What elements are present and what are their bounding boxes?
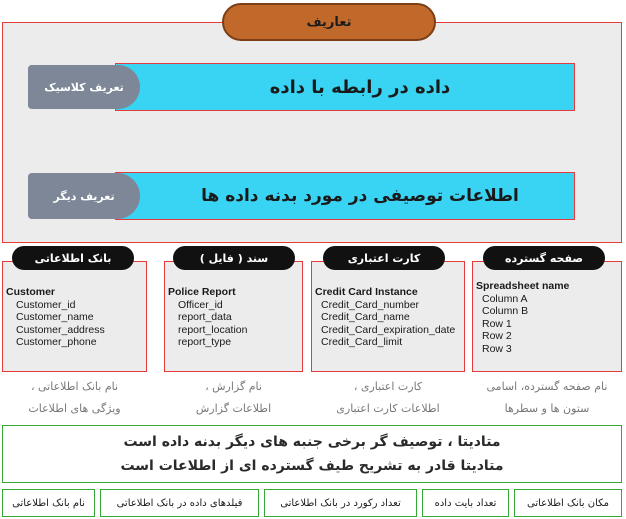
field-item: Credit_Card_number — [321, 298, 420, 311]
field-item: report_data — [178, 311, 232, 323]
desc-line: ویژگی های اطلاعات — [28, 402, 121, 415]
summary-line: متادیتا ، توصیف گر برخی جنبه های دیگر بدنه داده است — [123, 434, 501, 450]
classic-definition-label: تعریف کلاسیک — [28, 65, 140, 109]
card-spreadsheet-desc — [472, 376, 622, 420]
definitions-title: تعاریف — [222, 3, 436, 41]
entity-name: Customer — [6, 286, 56, 298]
other-definition-text: اطلاعات توصیفی در مورد بدنه داده ها — [115, 172, 575, 220]
desc-line: نام صفحه گسترده، اسامی — [486, 380, 608, 393]
entity-name: Credit Card Instance — [315, 286, 418, 298]
card-spreadsheet-body — [476, 280, 622, 355]
field-item: Row 1 — [482, 317, 512, 330]
card-spreadsheet-header: صفحه گسترده — [483, 246, 605, 270]
desc-line: ستون ها و سطرها — [504, 402, 590, 415]
card-credit-card-body — [315, 286, 465, 349]
card-credit-card-header: کارت اعتباری — [323, 246, 445, 270]
summary-box — [2, 425, 622, 483]
card-database-desc — [2, 376, 147, 420]
chip-database-name: نام بانک اطلاعاتی — [2, 489, 95, 517]
other-definition-label: تعریف دیگر — [28, 173, 140, 219]
card-database-header: بانک اطلاعاتی — [12, 246, 134, 270]
summary-line: متادیتا قادر به تشریح طیف گسترده ای از اطلاعات است — [120, 458, 504, 474]
field-item: Officer_id — [178, 298, 223, 311]
field-item: Row 2 — [482, 330, 512, 342]
card-document-body — [168, 286, 302, 349]
field-item: Customer_address — [16, 323, 105, 336]
field-item: Customer_phone — [16, 336, 97, 348]
entity-name: Police Report — [168, 286, 236, 298]
field-item: Column A — [482, 292, 528, 305]
chip-byte-count: تعداد بایت داده — [422, 489, 509, 517]
entity-name: Spreadsheet name — [476, 280, 570, 292]
chip-database-location: مکان بانک اطلاعاتی — [514, 489, 622, 517]
chip-data-fields: فیلدهای داده در بانک اطلاعاتی — [100, 489, 259, 517]
field-item: Customer_id — [16, 298, 76, 311]
classic-definition-text: داده در رابطه با داده — [115, 63, 575, 111]
field-item: Row 3 — [482, 342, 512, 355]
desc-line: اطلاعات کارت اعتباری — [336, 402, 440, 415]
field-item: Credit_Card_expiration_date — [321, 323, 456, 336]
desc-line: اطلاعات گزارش — [195, 402, 272, 415]
field-item: Credit_Card_name — [321, 311, 410, 323]
card-document-desc — [164, 376, 303, 420]
field-item: Credit_Card_limit — [321, 336, 403, 348]
card-database-body — [6, 286, 146, 349]
card-credit-card-desc — [311, 376, 465, 420]
field-item: report_type — [178, 336, 232, 348]
card-document-header: سند ( فایل ) — [173, 246, 295, 270]
field-item: Customer_name — [16, 311, 94, 323]
field-item: report_location — [178, 323, 248, 336]
desc-line: نام گزارش ، — [205, 380, 262, 393]
desc-line: کارت اعتباری ، — [353, 380, 423, 393]
desc-line: نام بانک اطلاعاتی ، — [30, 380, 119, 393]
chip-record-count: تعداد رکورد در بانک اطلاعاتی — [264, 489, 417, 517]
field-item: Column B — [482, 305, 529, 317]
